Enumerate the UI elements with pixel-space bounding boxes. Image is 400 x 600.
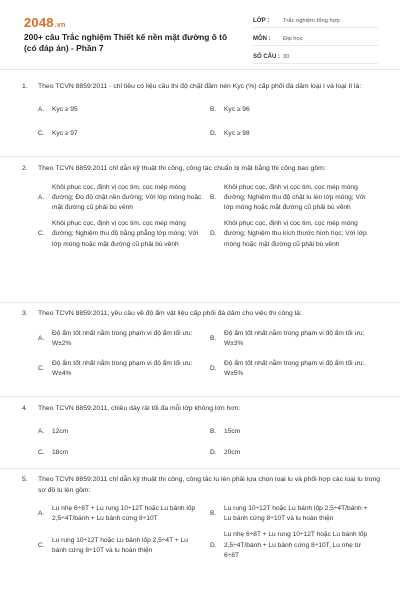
option-text: 12cm bbox=[52, 427, 69, 435]
option-a[interactable] bbox=[38, 183, 210, 214]
option-key: D. bbox=[210, 230, 217, 238]
question-text: Theo TCVN 8859:2011 chỉ dẫn kỹ thuật thi công, công tác chuẩn bị mặt bằng thi công bao gồm: bbox=[38, 165, 326, 172]
option-text: Độ ẩm tốt nhất nằm trong phạm vi độ ẩm tối ưu: W±2% bbox=[52, 329, 193, 347]
meta-value: Trắc nghiệm tổng hợp bbox=[283, 17, 340, 24]
option-b[interactable] bbox=[210, 504, 382, 524]
option-text: Kyc ≥ 98 bbox=[224, 129, 250, 137]
option-a[interactable] bbox=[38, 329, 210, 349]
meta-label: LỚP : bbox=[253, 17, 270, 24]
option-b[interactable] bbox=[210, 427, 382, 437]
option-text: Lu rung 10÷12T hoặc Lu bánh lốp 2,5÷4T + Lu bánh cứng 8÷10T và lu hoàn thiện bbox=[52, 536, 188, 554]
option-text: Kyc ≥ 96 bbox=[224, 105, 250, 113]
option-a[interactable] bbox=[38, 504, 210, 524]
option-key: C. bbox=[38, 448, 45, 456]
question-text: Theo TCVN 8859:2011, chiều dày rải tối đa mỗi lớp không lớn hơn: bbox=[38, 405, 241, 412]
option-text: 20cm bbox=[224, 448, 241, 456]
option-text: Khôi phục cọc, định vị cọc tim, cọc mép móng đường; Nghiệm thu kích thước hình học; Với lớp móng hoặc mặt đường cũ phải bù vênh bbox=[224, 220, 367, 248]
logo-text: 2048 bbox=[24, 15, 54, 30]
option-key: C. bbox=[38, 365, 45, 372]
option-b[interactable] bbox=[210, 105, 382, 115]
question-number: 4. bbox=[22, 405, 28, 412]
option-key: D. bbox=[210, 448, 217, 456]
option-key: D. bbox=[210, 365, 217, 372]
meta-label: MÔN : bbox=[253, 35, 271, 42]
option-text: Kyc ≥ 97 bbox=[52, 129, 78, 137]
question-4 bbox=[22, 404, 382, 458]
option-key: A. bbox=[38, 427, 45, 435]
question-text: Theo TCVN 8859:2011 chỉ dẫn kỹ thuật thi công, công tác lu lèn phải lựa chọn loại lu và phối hợp các loại lu trong sơ đồ lu lèn gồm: bbox=[38, 476, 381, 494]
divider bbox=[0, 396, 400, 397]
meta-label: SỐ CÂU : bbox=[253, 53, 280, 60]
page-title: 200+ câu Trắc nghiệm Thiết kế nền mặt đường ô tô (có đáp án) - Phần 7 bbox=[24, 32, 228, 53]
option-key: C. bbox=[38, 129, 45, 137]
question-2 bbox=[22, 164, 382, 250]
option-key: A. bbox=[38, 510, 45, 518]
meta-value: Đại học bbox=[283, 35, 303, 42]
option-key: D. bbox=[210, 129, 217, 137]
option-c[interactable] bbox=[38, 530, 210, 561]
option-text: Lu nhẹ 6÷8T + Lu rung 10÷12T hoặc Lu bánh lốp 2,5÷4T/bánh + Lu bánh cứng 8÷10T, Lu nhẹ từ 6÷8T bbox=[224, 531, 368, 559]
option-text: 18cm bbox=[52, 448, 69, 456]
option-b[interactable] bbox=[210, 329, 382, 349]
option-key: A. bbox=[38, 334, 45, 342]
option-c[interactable] bbox=[38, 359, 210, 379]
option-d[interactable] bbox=[210, 530, 382, 561]
option-key: B. bbox=[210, 427, 217, 435]
option-d[interactable] bbox=[210, 219, 382, 250]
option-text: Khôi phục cọc, định vị cọc tim, cọc mép móng đường; Nghiệm thu độ bằng phẳng lớp móng; Với lớp móng hoặc mặt đường cũ phải bù vênh bbox=[52, 220, 199, 248]
meta-value: 30 bbox=[283, 53, 290, 60]
option-text: Khôi phục cọc, định vị cọc tim, cọc mép móng đường; Nghiệm thu độ chặt lu lèn lớp móng; Với lớp móng hoặc mặt đường cũ phải bù vênh bbox=[224, 183, 366, 211]
option-d[interactable] bbox=[210, 359, 382, 379]
site-logo[interactable] bbox=[24, 15, 65, 30]
option-text: Lu rung 10÷12T hoặc Lu bánh lốp 2,5÷4T/bánh + Lu bánh cứng 8÷10T và lu hoàn thiện bbox=[224, 505, 368, 523]
divider bbox=[0, 156, 400, 157]
meta-row-count bbox=[253, 50, 378, 64]
option-c[interactable] bbox=[38, 448, 210, 458]
option-c[interactable] bbox=[38, 219, 210, 250]
question-text: Theo TCVN 8859:2011 - chỉ tiêu có liệu cầu thi độ chặt đầm nén Kyc (%) cấp phối đá dăm loại I và loại II là: bbox=[38, 83, 362, 90]
option-d[interactable] bbox=[210, 448, 382, 458]
divider bbox=[0, 302, 400, 303]
option-key: B. bbox=[210, 105, 217, 113]
option-key: A. bbox=[38, 105, 45, 113]
meta-info bbox=[253, 14, 378, 68]
option-key: C. bbox=[38, 230, 45, 238]
question-number: 1. bbox=[22, 83, 28, 90]
option-key: B. bbox=[210, 193, 217, 201]
option-key: B. bbox=[210, 334, 217, 342]
question-5 bbox=[22, 475, 382, 561]
question-3 bbox=[22, 309, 382, 379]
meta-row-subject bbox=[253, 32, 378, 46]
question-number: 2. bbox=[22, 165, 28, 172]
divider bbox=[0, 468, 400, 469]
question-1 bbox=[22, 82, 382, 139]
option-text: 15cm bbox=[224, 427, 241, 435]
question-number: 5. bbox=[22, 476, 28, 483]
option-text: Kyc ≥ 95 bbox=[52, 105, 78, 113]
option-d[interactable] bbox=[210, 129, 382, 139]
option-a[interactable] bbox=[38, 105, 210, 115]
question-text: Theo TCVN 8859:2011, yêu cầu về độ ẩm vật liệu cấp phối đá dăm cho việc thi công là: bbox=[38, 310, 302, 317]
option-c[interactable] bbox=[38, 129, 210, 139]
option-key: A. bbox=[38, 193, 45, 201]
option-key: C. bbox=[38, 541, 45, 549]
option-text: Khôi phục cọc, định vị cọc tim, cọc mép móng đường; Đo độ chặt nền đường; Với lớp móng hoặc mặt đường cũ phải bù vênh bbox=[52, 183, 202, 211]
logo-suffix: .vn bbox=[54, 22, 66, 29]
option-b[interactable] bbox=[210, 183, 382, 214]
option-text: Độ ẩm tốt nhất nằm trong phạm vi độ ẩm tối ưu: W±4% bbox=[52, 359, 193, 378]
option-key: D. bbox=[210, 541, 217, 549]
option-text: Lu nhẹ 6÷8T + Lu rung 10÷12T hoặc Lu bánh lốp 2,5÷4T/bánh + Lu bánh cứng 8÷10T bbox=[52, 505, 196, 523]
option-text: Độ ẩm tốt nhất nằm trong phạm vi độ ẩm tối ưu: W±5% bbox=[224, 359, 365, 378]
option-key: B. bbox=[210, 510, 217, 518]
option-text: Độ ẩm tốt nhất nằm trong phạm vi độ ẩm tối ưu: W±3% bbox=[224, 329, 365, 347]
meta-row-class bbox=[253, 14, 378, 28]
page-header bbox=[0, 0, 400, 70]
question-number: 3. bbox=[22, 310, 28, 317]
option-a[interactable] bbox=[38, 427, 210, 437]
